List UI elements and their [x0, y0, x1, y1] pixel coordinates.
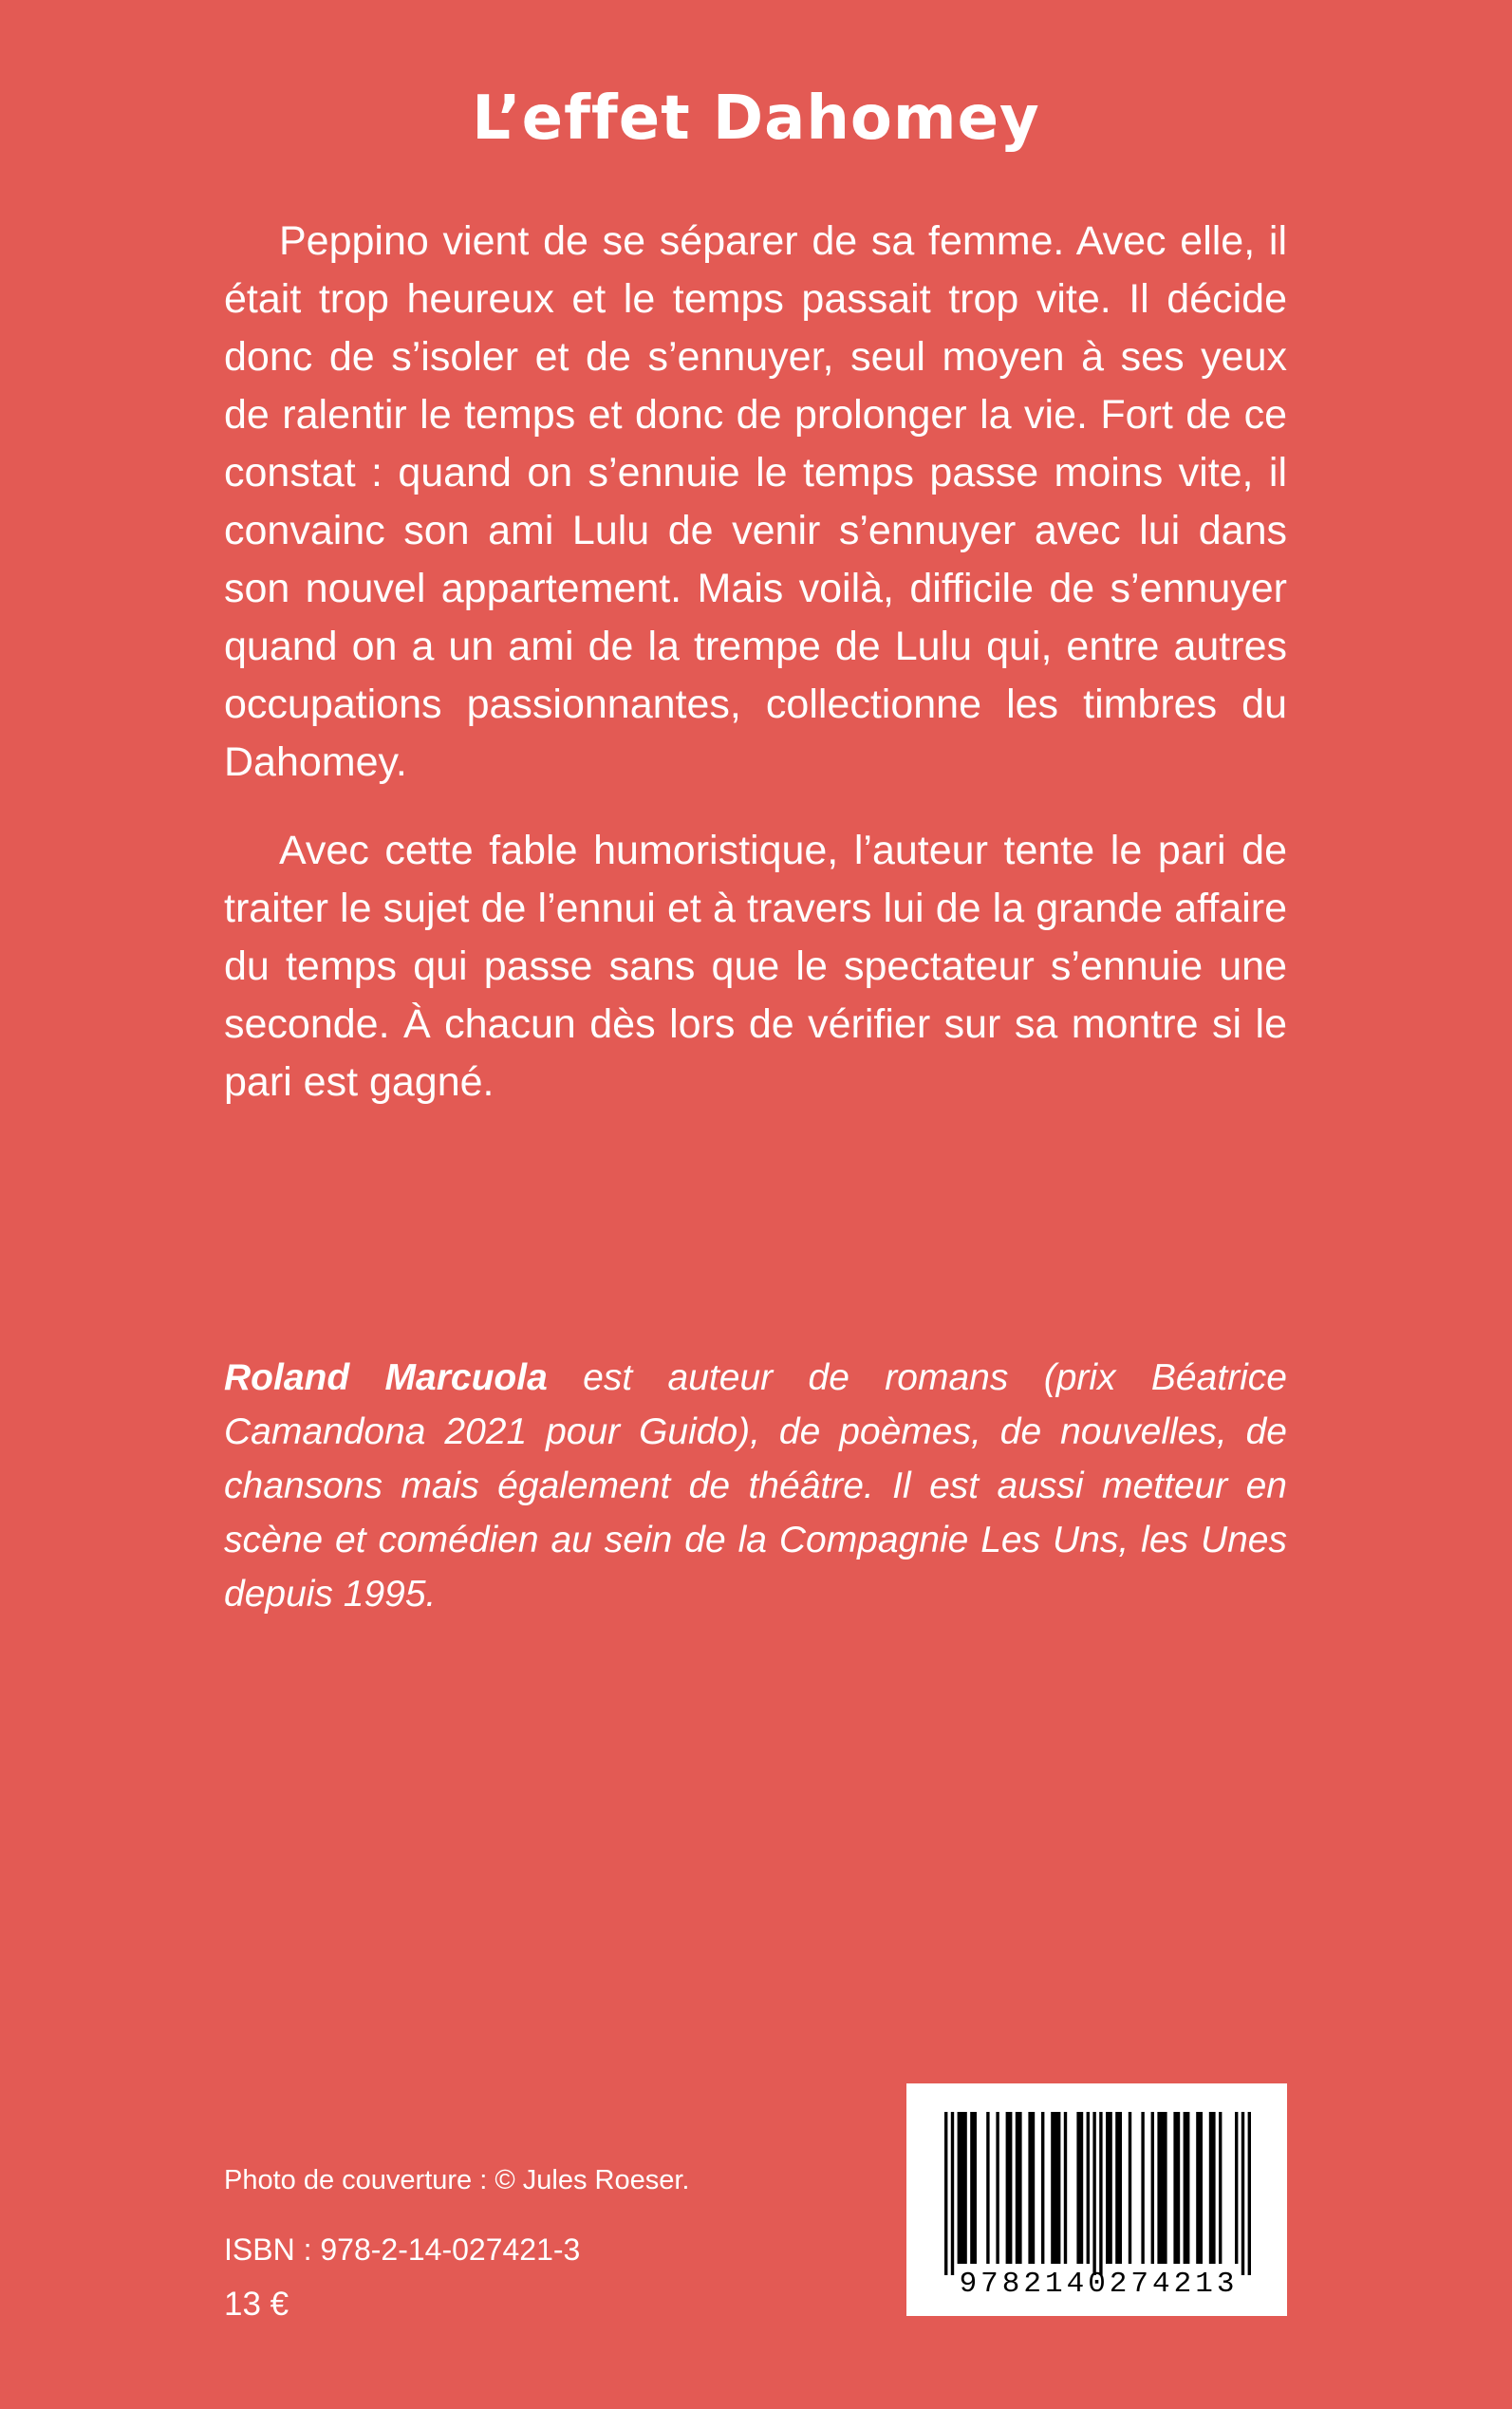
- barcode-bar: [1051, 2112, 1060, 2264]
- isbn: ISBN : 978-2-14-027421-3: [224, 2232, 581, 2267]
- author-name: Roland Marcuola: [224, 1357, 548, 1398]
- barcode-bar: [1006, 2112, 1013, 2264]
- barcode-bar: [1115, 2112, 1122, 2264]
- barcode-bar: [1241, 2112, 1244, 2275]
- barcode-bar: [1041, 2112, 1044, 2264]
- barcode-bar: [986, 2112, 989, 2264]
- author-bio-text: est auteur de romans (prix Béatrice Camandona 2021 pour Guido), de poèmes, de nouvelles, de chansons mais également de théâtre. Il est aussi metteur en scène et comédien au sein de la Compagnie Les Uns, les Unes depuis 1995.: [224, 1357, 1287, 1615]
- barcode-bar: [1151, 2112, 1154, 2264]
- barcode-bar: [1235, 2112, 1238, 2264]
- barcode-bar: [951, 2112, 954, 2275]
- author-bio: [224, 1351, 1287, 1621]
- barcode-bar: [1157, 2112, 1167, 2264]
- barcode-bar: [1092, 2112, 1095, 2275]
- photo-credit: Photo de couverture : © Jules Roeser.: [224, 2165, 690, 2195]
- barcode-bar: [1219, 2112, 1222, 2264]
- barcode-bar: [1099, 2112, 1102, 2275]
- barcode-bar: [1196, 2112, 1203, 2264]
- barcode-bar: [1184, 2112, 1190, 2264]
- barcode-bar: [1064, 2112, 1067, 2264]
- barcode-bar: [1076, 2112, 1083, 2264]
- barcode-bar: [996, 2112, 999, 2264]
- book-title: L’effet Dahomey: [472, 84, 1040, 154]
- barcode-bar: [1209, 2112, 1216, 2264]
- summary-paragraph-1: Peppino vient de se séparer de sa femme. Avec elle, il était trop heureux et le temps passait trop vite. Il décide donc de s’isoler et de s’ennuyer, seul moyen à ses yeux de ralentir le temps et donc de prolonger la vie. Fort de ce constat : quand on s’ennuie le temps passe moins vite, il convainc son ami Lulu de venir s’ennuyer avec lui dans son nouvel appartement. Mais voilà, difficile de s’ennuyer quand on a un ami de la trempe de Lulu qui, entre autres occupations passionnantes, collectionne les timbres du Dahomey.: [224, 218, 1287, 785]
- barcode-digits: 9782140274213: [959, 2268, 1239, 2301]
- barcode-bar: [1016, 2112, 1022, 2264]
- barcode: [906, 2083, 1287, 2316]
- barcode-bar: [1106, 2112, 1112, 2264]
- barcode-bar: [1087, 2112, 1090, 2264]
- barcode-bar: [1173, 2112, 1180, 2264]
- barcode-bar: [1248, 2112, 1251, 2275]
- price: 13 €: [224, 2286, 289, 2323]
- barcode-bar: [1141, 2112, 1144, 2264]
- summary-paragraph-2: Avec cette fable humoristique, l’auteur tente le pari de traiter le sujet de l’ennui et à travers lui de la grande affaire du temps qui passe sans que le spectateur s’ennuie une seconde. À chacun dès lors de vérifier sur sa montre si le pari est gagné.: [224, 828, 1287, 1105]
- barcode-bar: [1028, 2112, 1035, 2264]
- barcode-bar: [958, 2112, 967, 2264]
- barcode-bar: [944, 2112, 947, 2275]
- barcode-bar: [970, 2112, 977, 2264]
- barcode-bar: [1129, 2112, 1131, 2264]
